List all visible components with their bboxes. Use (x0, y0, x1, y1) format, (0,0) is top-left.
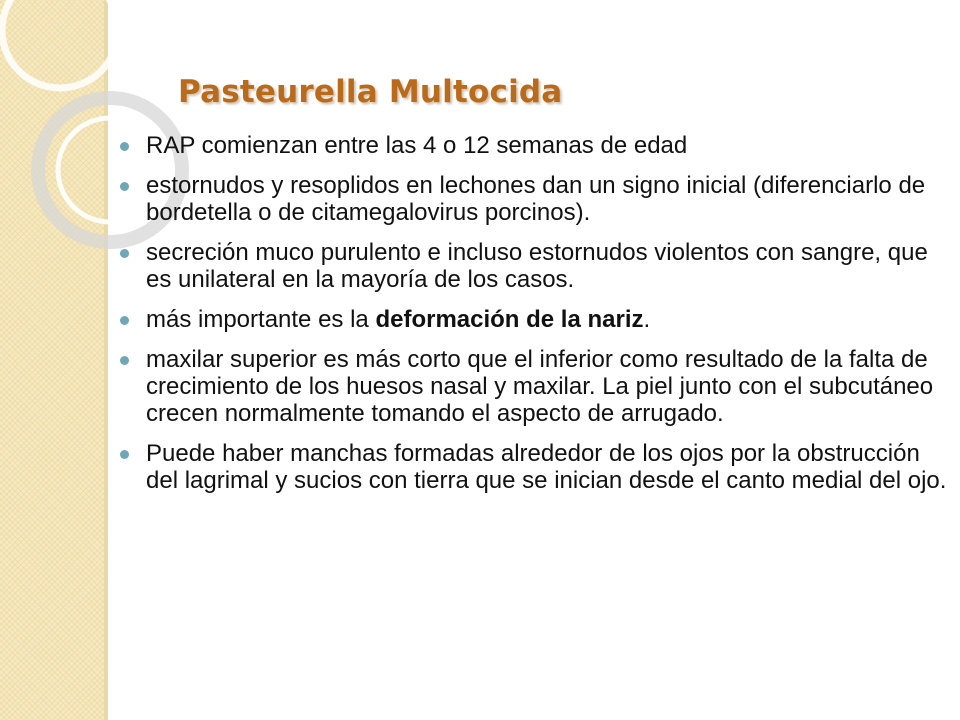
bullet-text: maxilar superior es más corto que el inferior como resultado de la falta de crecimiento de los huesos nasal y maxilar. La piel junto con el subcutáneo crecen normalmente tomando el aspecto de arrugado. (146, 346, 934, 427)
bullet-item (120, 132, 948, 159)
bullet-dot-icon (120, 356, 129, 365)
slide-title: Pasteurella Multocida (178, 74, 563, 110)
bullet-dot-icon (120, 249, 129, 258)
bullet-text: estornudos y resoplidos en lechones dan un signo inicial (diferenciarlo de bordetella o de citamegalovirus porcinos). (146, 172, 926, 226)
bullet-item (120, 239, 948, 293)
bullet-item (120, 440, 948, 494)
bullet-dot-icon (120, 182, 129, 191)
decor-circle-top (2, 0, 118, 88)
bullet-dot-icon (120, 316, 129, 325)
bullet-text-suffix: . (643, 306, 651, 333)
bullet-text-emphasis: deformación de la nariz (375, 306, 644, 333)
bullet-text: Puede haber manchas formadas alrededor de los ojos por la obstrucción del lagrimal y sucios con tierra que se inician desde el canto medial del ojo. (146, 440, 947, 494)
bullet-text-prefix: más importante es la (146, 306, 376, 333)
bullet-dot-icon (120, 142, 129, 151)
bullet-dot-icon (120, 450, 129, 459)
bullet-text: secreción muco purulento e incluso estornudos violentos con sangre, que es unilateral en la mayoría de los casos. (146, 239, 928, 293)
bullet-item (120, 306, 948, 333)
bullet-item (120, 346, 948, 427)
bullet-text: RAP comienzan entre las 4 o 12 semanas de edad (146, 132, 688, 159)
bullet-list (120, 132, 948, 507)
bullet-item (120, 172, 948, 226)
